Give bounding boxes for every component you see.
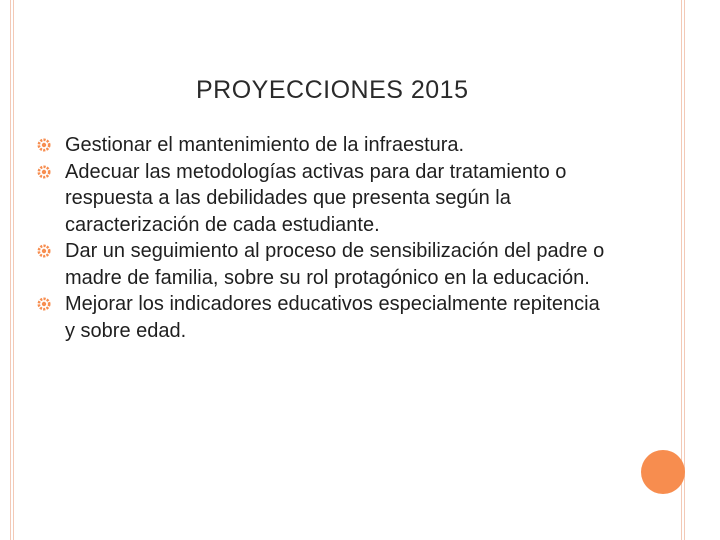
bullet-item-1 [36, 132, 606, 159]
bullet-item-2 [36, 159, 606, 239]
gear-icon [36, 137, 52, 153]
gear-icon [36, 296, 52, 312]
bullet-text: Gestionar el mantenimiento de la infraestura. [65, 134, 465, 156]
bullet-item-4 [36, 291, 606, 344]
bullet-item-3 [36, 238, 606, 291]
decorative-orange-circle [641, 450, 685, 494]
bullet-text: Adecuar las metodologías activas para dar tratamiento o respuesta a las debilidades que presenta según la caracterización de cada estudiante. [65, 160, 567, 236]
bullet-text: Mejorar los indicadores educativos especialmente repitencia y sobre edad. [65, 293, 600, 342]
bullet-list [36, 132, 606, 344]
right-border-line [681, 0, 685, 540]
gear-icon [36, 164, 52, 180]
gear-icon [36, 243, 52, 259]
bullet-text: Dar un seguimiento al proceso de sensibilización del padre o madre de familia, sobre su rol protagónico en la educación. [65, 240, 605, 289]
left-border-line [10, 0, 14, 540]
slide-title: PROYECCIONES 2015 [196, 76, 469, 104]
